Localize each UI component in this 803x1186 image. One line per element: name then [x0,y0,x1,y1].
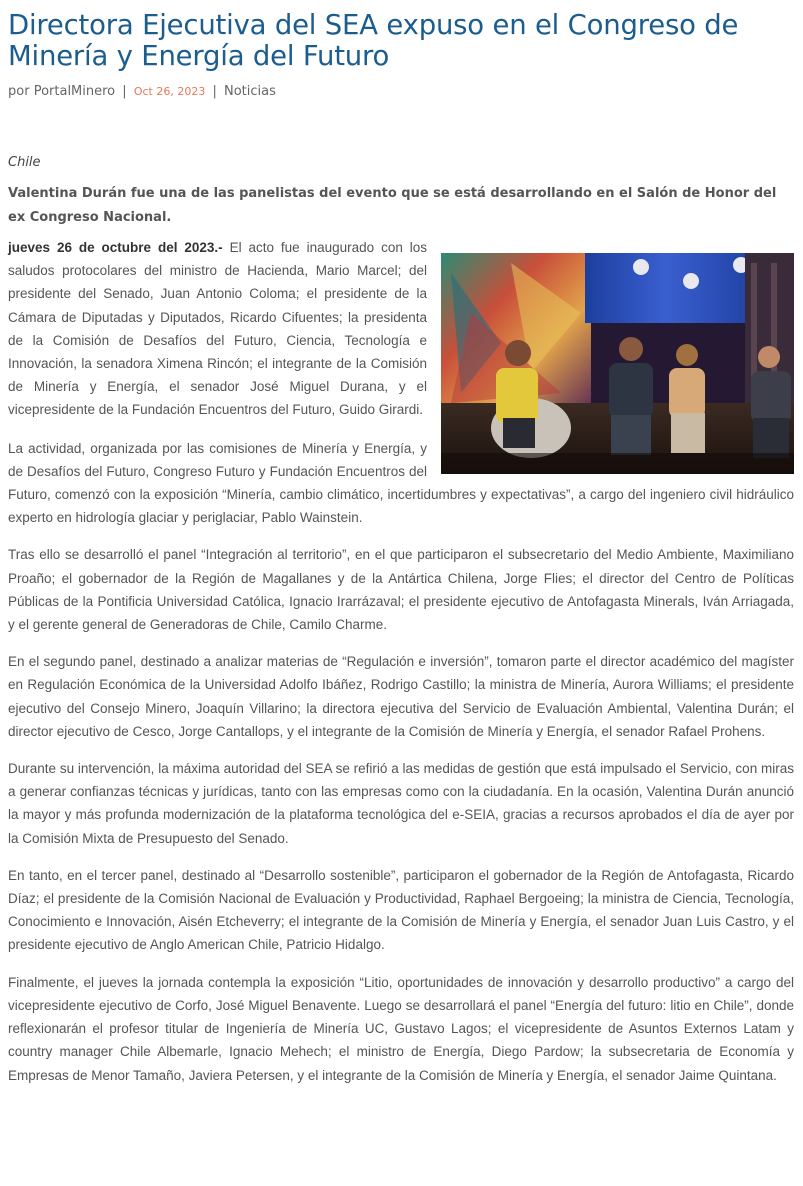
meta-separator: | [122,84,127,99]
post-date: Oct 26, 2023 [133,85,206,98]
author-prefix: por [8,84,30,99]
event-photo [441,253,794,474]
article-paragraph: Finalmente, el jueves la jornada contempla la exposición “Litio, oportunidades de innovación y desarrollo productivo” a cargo del vicepresidente ejecutivo de Corfo, José Miguel Benavente. Luego se desarrollará el panel “Energía del futuro: litio en Chile”, donde reflexionarán el profesor titular de Ingeniería de Minería UC, Gustavo Lagos; el vicepresidente de Asuntos Externos Latam y country manager Chile Albemarle, Ignacio Mehech; el ministro de Energía, Diego Pardow; la subsecretaria de Economía y Empresas de Menor Tamaño, Javiera Petersen, y el integrante de la Comisión de Minería y Energía, el senador Jaime Quintana. [8,974,794,1083]
date-line: jueves 26 de octubre del 2023.- [8,240,223,255]
category-link[interactable]: Noticias [223,84,276,99]
paragraph-text: El acto fue inaugurado con los saludos protocolares del ministro de Hacienda, Mario Marcel; del presidente del Senado, Juan Antonio Coloma; el presidente de la Cámara de Diputadas y Diputados, Ricardo Cifuentes; la presidenta de la Comisión de Desafíos del Futuro, Ciencia, Tecnología e Innovación, la senadora Ximena Rincón; el integrante de la Comisión de Minería y Energía, el senador José Miguel Durana, y el vicepresidente de la Fundación Encuentros del Futuro, Guido Girardi. [8,240,428,418]
article [8,10,794,1101]
article-paragraph: En tanto, en el tercer panel, destinado al “Desarrollo sostenible”, participaron el gobernador de la Región de Antofagasta, Ricardo Díaz; el presidente de la Comisión Nacional de Evaluación y Productividad, Raphael Bergoeing; la ministra de Ciencia, Tecnología, Conocimiento e Innovación, Aisén Etcheverry; el integrante de la Comisión de Minería y Energía, el senador Juan Luis Castro, y el presidente ejecutivo de Anglo American Chile, Patricio Hidalgo. [8,867,794,953]
article-paragraph: Durante su intervención, la máxima autoridad del SEA se refirió a las medidas de gestión que está impulsado el Servicio, con miras a generar confianzas técnicas y jurídicas, tanto con las empresas como con la ciudadanía. En la ocasión, Valentina Durán anunció la mayor y más profunda modernización de la plataforma tecnológica del e-SEIA, gracias a recursos aprobados el día de ayer por la Comisión Mixta de Presupuesto del Senado. [8,761,794,846]
meta-separator: | [212,84,217,99]
location-tag: Chile [8,155,41,170]
post-meta [8,83,794,101]
article-paragraph: La actividad, organizada por las comisiones de Minería y Energía, y de Desafíos del Futuro, Congreso Futuro y Fundación Encuentros del Futuro, comenzó con la exposición “Minería, cambio climático, incertidumbres y expectativas”, a cargo del ingeniero civil hidráulico experto en hidrología glaciar y periglaciar, Pablo Wainstein. [8,440,794,526]
article-paragraph: Tras ello se desarrolló el panel “Integración al territorio”, en el que participaron el subsecretario del Medio Ambiente, Maximiliano Proaño; el gobernador de la Región de Magallanes y de la Antártica Chilena, Jorge Flies; el director del Centro de Políticas Públicas de la Pontificia Universidad Católica, Ignacio Irarrázaval; el presidente ejecutivo de Antofagasta Minerals, Iván Arriagada, y el gerente general de Generadoras de Chile, Camilo Charme. [8,547,794,633]
author-link[interactable]: PortalMinero [33,84,116,99]
article-paragraph: En el segundo panel, destinado a analizar materias de “Regulación e inversión”, tomaron parte el director académico del magíster en Regulación Económica de la Universidad Adolfo Ibáñez, Rodrigo Castillo; la ministra de Minería, Aurora Williams; el presidente ejecutivo del Consejo Minero, Joaquín Villarino; la directora ejecutiva del Servicio de Evaluación Ambiental, Valentina Durán; el director ejecutivo de Cesco, Jorge Cantallops, y el integrante de la Comisión de Minería y Energía, el senador Rafael Prohens. [8,654,794,739]
article-lead: Valentina Durán fue una de las panelistas del evento que se está desarrollando en el Salón de Honor del ex Congreso Nacional. [8,186,777,225]
article-title: Directora Ejecutiva del SEA expuso en el Congreso de Minería y Energía del Futuro [8,9,739,72]
article-body [8,236,794,1087]
